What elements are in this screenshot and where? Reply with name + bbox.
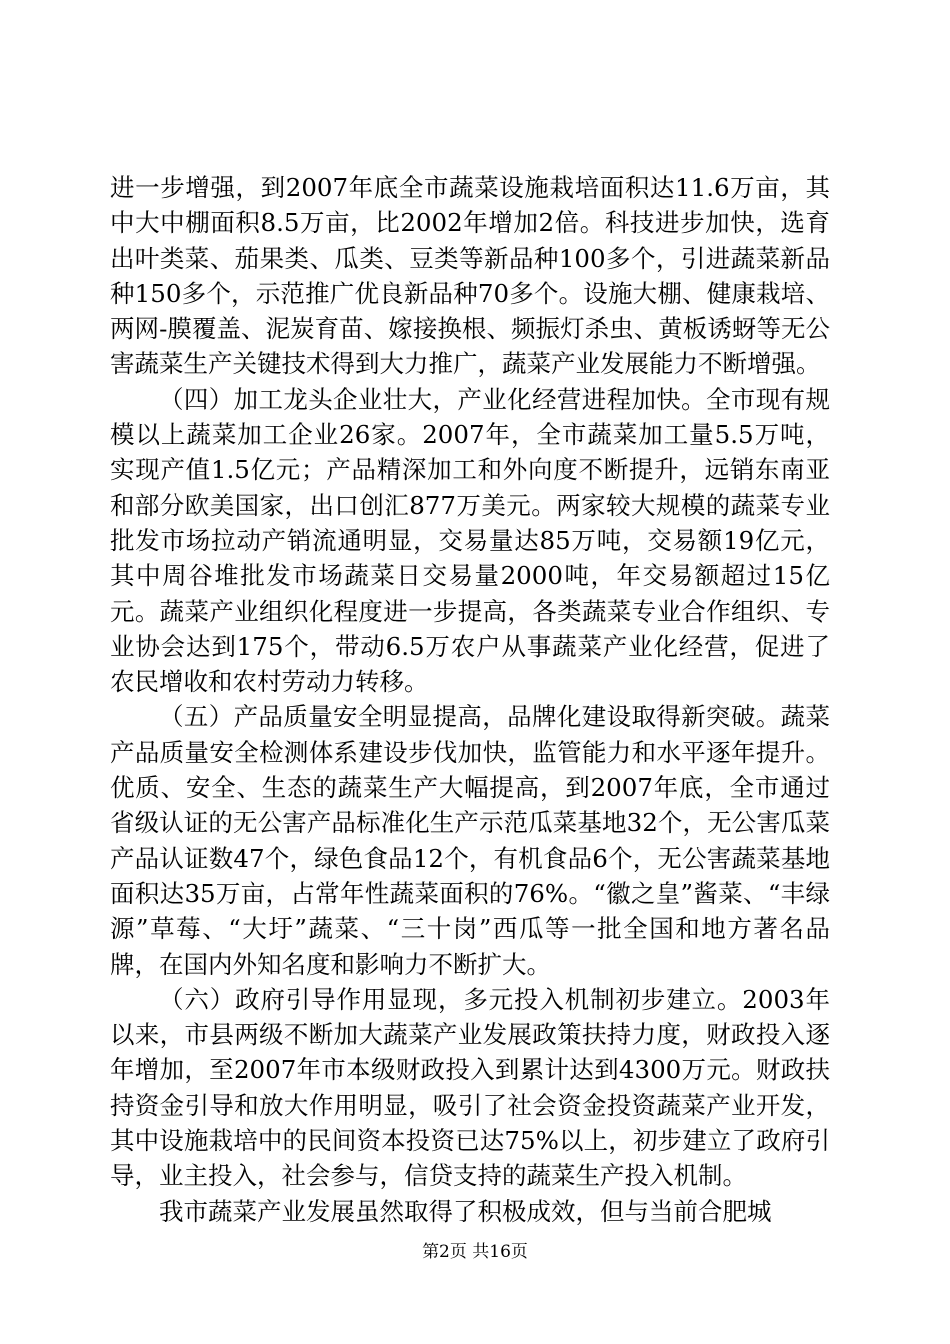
paragraph-5: 我市蔬菜产业发展虽然取得了积极成效，但与当前合肥城 [159,1196,772,1226]
paragraph-2: （四）加工龙头企业壮大，产业化经营进程加快。全市现有规模以上蔬菜加工企业26家。2007年，全市蔬菜加工量5.5万吨，实现产值1.5亿元；产品精深加工和外向度不断提升，远销东南亚和部分欧美国家，出口创汇877万美元。两家较大规模的蔬菜专业批发市场拉动产销流通明显，交易量达85万吨，交易额19亿元，其中周谷堆批发市场蔬菜日交易量2000吨，年交易额超过15亿元。蔬菜产业组织化程度进一步提高，各类蔬菜专业合作组织、专业协会达到175个，带动6.5万农户从事蔬菜产业化经营，促进了农民增收和农村劳动力转移。 [110,384,830,697]
document-body [110,170,830,1229]
page-footer: 第2页 共16页 [422,1242,528,1262]
paragraph-4: （六）政府引导作用显现，多元投入机制初步建立。2003年以来，市县两级不断加大蔬菜产业发展政策扶持力度，财政投入逐年增加，至2007年市本级财政投入到累计达到4300万元。财政扶持资金引导和放大作用明显，吸引了社会资金投资蔬菜产业开发，其中设施栽培中的民间资本投资已达75%以上，初步建立了政府引导，业主投入，社会参与，信贷支持的蔬菜生产投入机制。 [110,984,830,1191]
paragraph-1: 进一步增强，到2007年底全市蔬菜设施栽培面积达11.6万亩，其中大中棚面积8.5万亩，比2002年增加2倍。科技进步加快，选育出叶类菜、茄果类、瓜类、豆类等新品种100多个，引进蔬菜新品种150多个，示范推广优良新品种70多个。设施大棚、健康栽培、两网-膜覆盖、泥炭育苗、嫁接换根、频振灯杀虫、黄板诱蚜等无公害蔬菜生产关键技术得到大力推广，蔬菜产业发展能力不断增强。 [110,173,830,379]
paragraph-3: （五）产品质量安全明显提高，品牌化建设取得新突破。蔬菜产品质量安全检测体系建设步伐加快，监管能力和水平逐年提升。优质、安全、生态的蔬菜生产大幅提高，到2007年底，全市通过省级认证的无公害产品标准化生产示范瓜菜基地32个，无公害瓜菜产品认证数47个，绿色食品12个，有机食品6个，无公害蔬菜基地面积达35万亩，占常年性蔬菜面积的76%。“徽之皇”酱菜、“丰绿源”草莓、“大圩”蔬菜、“三十岗”西瓜等一批全国和地方著名品牌，在国内外知名度和影响力不断扩大。 [110,702,830,979]
